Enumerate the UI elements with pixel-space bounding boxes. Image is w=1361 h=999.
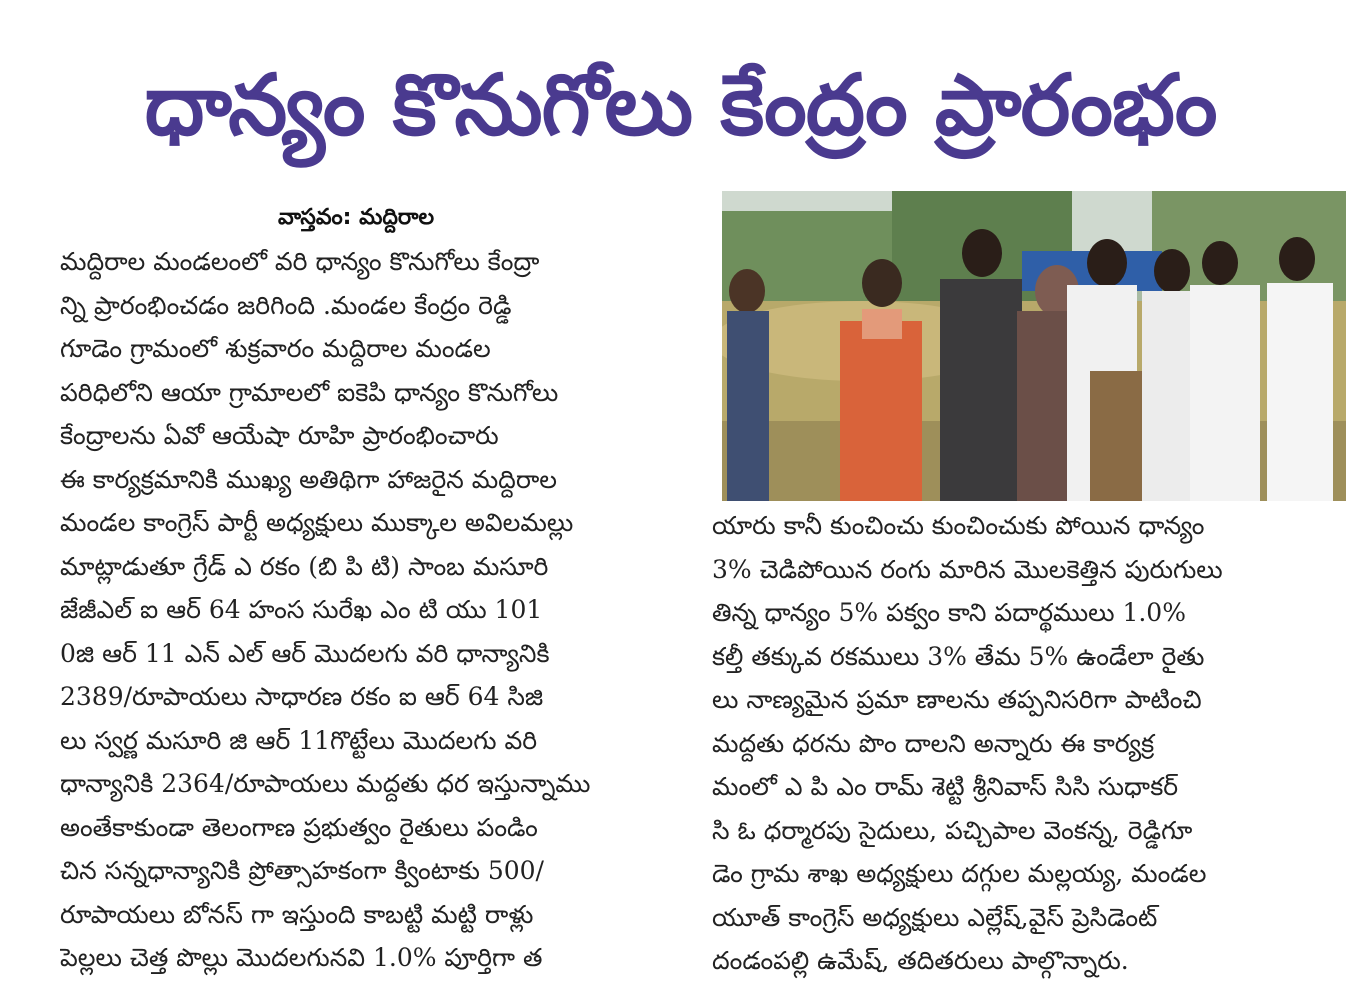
article-text-line: యూత్ కాంగ్రెస్ అధ్యక్షులు ఎల్లేష్,వైస్ ప్రెసిడెంట్ (712, 902, 1158, 932)
article-text-line: దండంపల్లి ఉమేష్, తదితరులు పాల్గొన్నారు. (712, 946, 1129, 975)
article-text-line: తిన్న ధాన్యం 5% పక్వం కాని పదార్థములు 1.0% (712, 598, 1186, 627)
article-text-line: 2389/రూపాయలు సాధారణ రకం ఐ ఆర్ 64 సిజి (60, 682, 544, 711)
dateline: వాస్తవం: మద్దిరాల (278, 205, 435, 230)
article-text-line: యారు కానీ కుంచించు కుంచించుకు పోయిన ధాన్యం (712, 511, 1205, 540)
article-text-line: సి ఓ ధర్మారపు సైదులు, పచ్చిపాల వెంకన్న, రెడ్డిగూ (712, 815, 1193, 845)
article-text-line: 0జి ఆర్ 11 ఎన్ ఎల్ ఆర్ మొదలగు వరి ధాన్యానికి (60, 638, 550, 668)
article-text-line: పరిధిలోని ఆయా గ్రామాలలో ఐకెపి ధాన్యం కొనుగోలు (60, 377, 559, 407)
article-left-column (60, 240, 700, 980)
article-text-line: మండల కాంగ్రెస్ పార్టీ అధ్యక్షులు ముక్కాల అవిలమల్లు (60, 508, 574, 537)
article-text-line: కేంద్రాలను ఏవో ఆయేషా రూహి ప్రారంభించారు (60, 421, 499, 450)
article-text-line: పెల్లలు చెత్త పొల్లు మొదలగునవి 1.0% పూర్తిగా త (60, 943, 543, 972)
article-text-line: రూపాయలు బోనస్ గా ఇస్తుంది కాబట్టి మట్టి రాళ్లు (60, 899, 534, 929)
article-text-line: మంలో ఎ పి ఎం రామ్ శెట్టి శ్రీనివాస్ సిసి సుధాకర్ (712, 772, 1179, 801)
article-text-line: అంతేకాకుండా తెలంగాణ ప్రభుత్వం రైతులు పండిం (60, 812, 538, 842)
article-text-line: మద్దిరాల మండలంలో వరి ధాన్యం కొనుగోలు కేంద్రా (60, 247, 540, 276)
article-text-line: కల్తీ తక్కువ రకములు 3% తేమ 5% ఉండేలా రైతు (712, 641, 1205, 671)
article-text-line: మాట్లాడుతూ గ్రేడ్ ఎ రకం (బి పి టి) సాంబ మసూరి (60, 551, 549, 581)
article-text-line: ఈ కార్యక్రమానికి ముఖ్య అతిథిగా హాజరైన మద్దిరాల (60, 464, 557, 494)
article-text-line: 3% చెడిపోయిన రంగు మారిన మొలకెత్తిన పురుగులు (712, 554, 1223, 584)
news-photo (722, 191, 1346, 501)
article-headline: ధాన్యం కొనుగోలు కేంద్రం ప్రారంభం (144, 56, 1217, 154)
article-text-line: న్ని ప్రారంభించడం జరిగింది .మండల కేంద్రం రెడ్డి (60, 290, 512, 320)
article-text-line: చిన సన్నధాన్యానికి ప్రోత్సాహకంగా క్వింటాకు 500/ (60, 856, 544, 885)
article-text-line: జేజీఎల్ ఐ ఆర్ 64 హంస సురేఖ ఎం టి యు 101 (60, 595, 543, 624)
article-text-line: లు స్వర్ణ మసూరి జి ఆర్ 11గొట్టేలు మొదలగు వరి (60, 725, 538, 755)
article-text-line: ధాన్యానికి 2364/రూపాయలు మద్దతు ధర ఇస్తున్నాము (60, 769, 591, 798)
article-text-line: మద్దతు ధరను పొం దాలని అన్నారు ఈ కార్యక్ర (712, 728, 1155, 758)
article-right-column (712, 504, 1352, 983)
article-text-line: డెం గ్రామ శాఖ అధ్యక్షులు దగ్గుల మల్లయ్య, మండల (712, 859, 1207, 888)
article-text-line: లు నాణ్యమైన ప్రమా ణాలను తప్పనిసరిగా పాటించి (712, 685, 1202, 714)
article-text-line: గూడెం గ్రామంలో శుక్రవారం మద్దిరాల మండల (60, 334, 491, 363)
